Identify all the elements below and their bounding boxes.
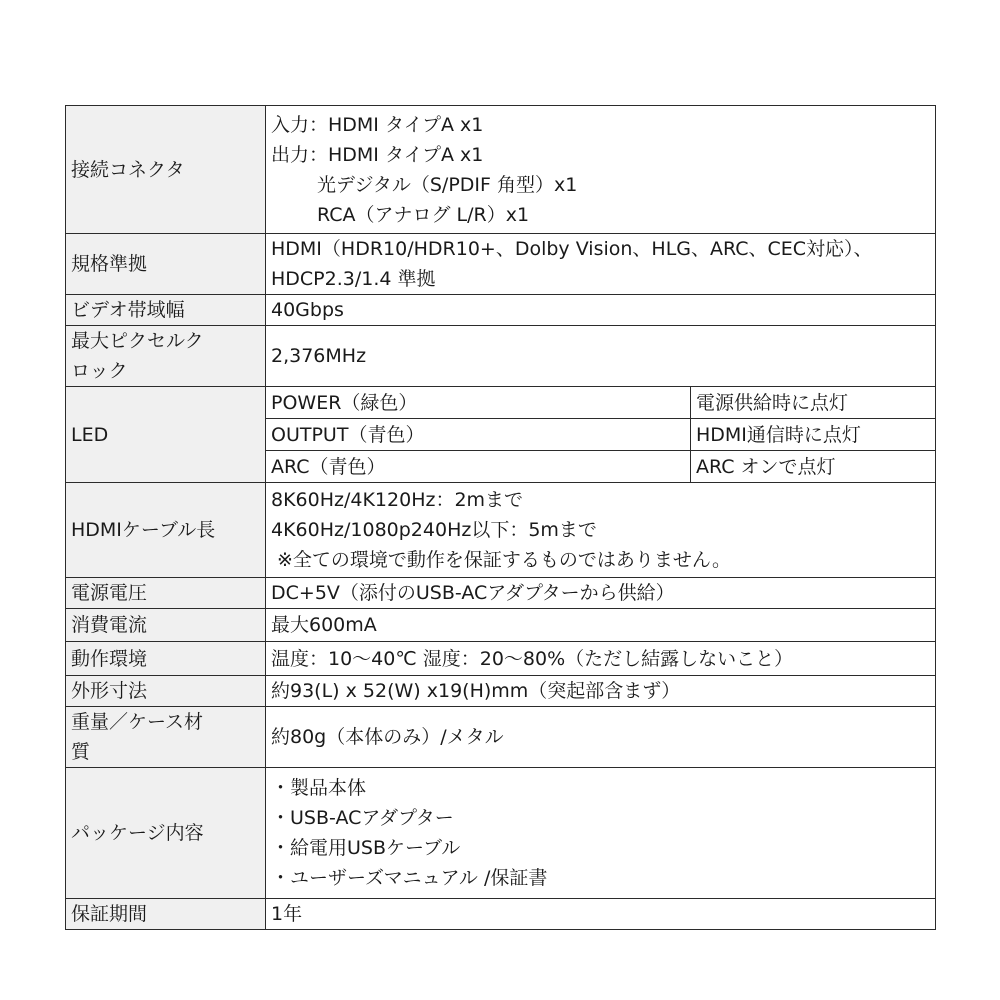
label-led: LED (66, 387, 266, 483)
row-environment (66, 642, 936, 676)
row-weight (66, 707, 936, 768)
label-current: 消費電流 (66, 609, 266, 642)
label-cable: HDMIケーブル長 (66, 483, 266, 578)
row-pixel-clock (66, 326, 936, 387)
row-warranty (66, 899, 936, 930)
value-package (266, 768, 936, 899)
led-name: OUTPUT（青色） (266, 419, 691, 451)
standards-line: HDMI（HDR10/HDR10+、Dolby Vision、HLG、ARC、CEC対応）、 (271, 238, 873, 260)
led-name: POWER（緑色） (266, 387, 691, 419)
pixel-clock-label-line: 最大ピクセルク (71, 330, 204, 352)
row-connector (66, 106, 936, 234)
label-voltage: 電源電圧 (66, 578, 266, 609)
value-dimensions: 約93(L) x 52(W) x19(H)mm（突起部含まず） (266, 676, 936, 707)
value-current: 最大600mA (266, 609, 936, 642)
value-bandwidth: 40Gbps (266, 295, 936, 326)
label-pixel-clock (66, 326, 266, 387)
label-environment: 動作環境 (66, 642, 266, 676)
connector-line: 光デジタル（S/PDIF 角型）x1 (317, 173, 578, 196)
value-pixel-clock: 2,376MHz (266, 326, 936, 387)
row-bandwidth (66, 295, 936, 326)
label-package: パッケージ内容 (66, 768, 266, 899)
pixel-clock-label-line: ロック (71, 360, 128, 382)
label-standards: 規格準拠 (66, 234, 266, 295)
cable-line: 8K60Hz/4K120Hz：2mまで (271, 489, 524, 511)
value-weight: 約80g（本体のみ）/メタル (266, 707, 936, 768)
connector-line: 出力：HDMI タイプA x1 (271, 143, 484, 166)
cable-note: ※全ての環境で動作を保証するものではありません。 (277, 549, 732, 571)
value-environment: 温度：10～40℃ 湿度：20～80%（ただし結露しないこと） (266, 642, 936, 676)
row-standards (66, 234, 936, 295)
value-warranty: 1年 (266, 899, 936, 930)
led-name: ARC（青色） (266, 451, 691, 483)
package-item: ・製品本体 (271, 777, 367, 799)
package-item: ・ユーザーズマニュアル /保証書 (271, 867, 548, 889)
row-package (66, 768, 936, 899)
cable-line: 4K60Hz/1080p240Hz以下：5mまで (271, 519, 597, 541)
package-item: ・給電用USBケーブル (271, 837, 461, 859)
value-voltage: DC+5V（添付のUSB-ACアダプターから供給） (266, 578, 936, 609)
label-dimensions: 外形寸法 (66, 676, 266, 707)
led-desc: 電源供給時に点灯 (691, 387, 936, 419)
label-weight (66, 707, 266, 768)
value-cable (266, 483, 936, 578)
row-dimensions (66, 676, 936, 707)
led-desc: ARC オンで点灯 (691, 451, 936, 483)
value-standards (266, 234, 936, 295)
weight-label-line: 重量／ケース材 (71, 711, 204, 733)
connector-line: RCA（アナログ L/R）x1 (317, 203, 530, 226)
label-warranty: 保証期間 (66, 899, 266, 930)
spec-table (65, 105, 936, 930)
row-current (66, 609, 936, 642)
weight-label-line: 質 (71, 741, 91, 763)
row-cable (66, 483, 936, 578)
label-bandwidth: ビデオ帯域幅 (66, 295, 266, 326)
connector-line: 入力：HDMI タイプA x1 (271, 113, 484, 136)
value-connector (266, 106, 936, 234)
package-item: ・USB-ACアダプター (271, 807, 454, 829)
row-led-power (66, 387, 936, 419)
led-desc: HDMI通信時に点灯 (691, 419, 936, 451)
row-voltage (66, 578, 936, 609)
label-connector: 接続コネクタ (66, 106, 266, 234)
standards-line: HDCP2.3/1.4 準拠 (271, 268, 436, 290)
